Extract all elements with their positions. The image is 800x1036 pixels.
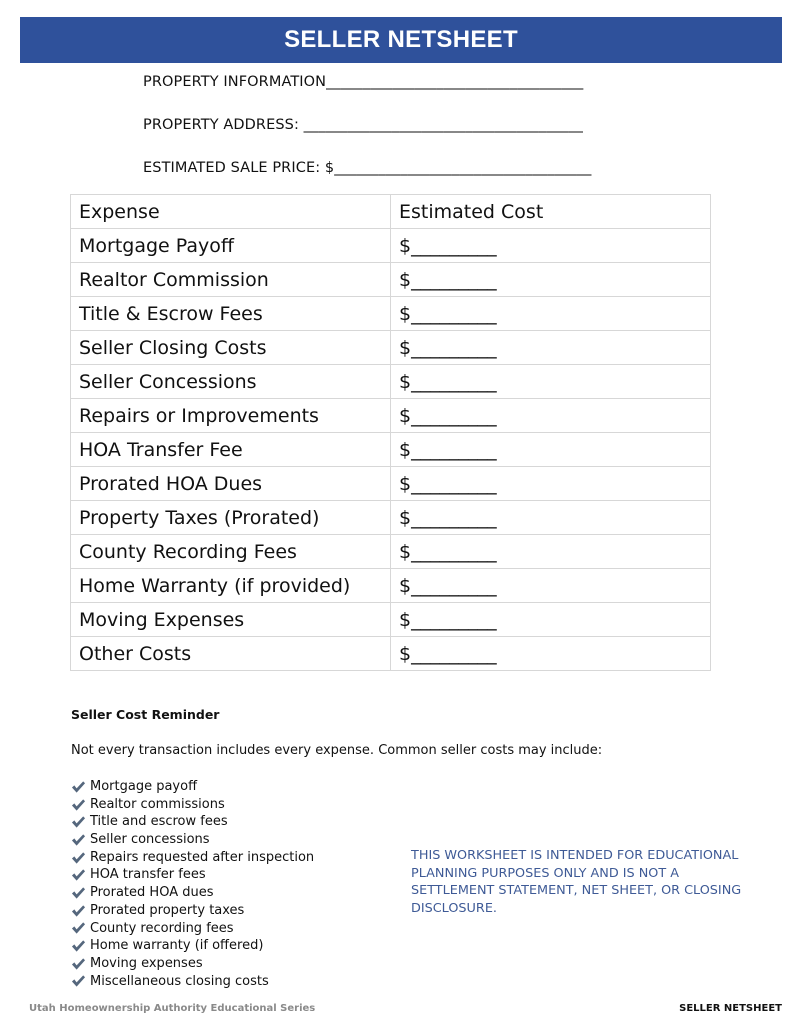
footer-series-name: Utah Homeownership Authority Educational Series bbox=[29, 1003, 316, 1014]
header-banner bbox=[20, 17, 782, 63]
list-item-label: Miscellaneous closing costs bbox=[90, 973, 269, 989]
list-item bbox=[71, 849, 314, 867]
table-row bbox=[71, 399, 711, 433]
list-item bbox=[71, 955, 314, 973]
check-icon bbox=[71, 904, 86, 918]
reminder-intro: Not every transaction includes every expense. Common seller costs may include: bbox=[71, 743, 603, 758]
list-item-label: Mortgage payoff bbox=[90, 779, 198, 794]
table-row bbox=[71, 229, 711, 263]
list-item-label: Title and escrow fees bbox=[90, 814, 228, 830]
expense-name: Mortgage Payoff bbox=[71, 229, 391, 263]
estimated-cost-blank: $_________ bbox=[391, 365, 711, 399]
check-icon bbox=[71, 939, 86, 953]
list-item bbox=[71, 813, 314, 831]
list-item bbox=[71, 973, 314, 991]
check-icon bbox=[71, 798, 86, 812]
list-item bbox=[71, 902, 314, 920]
check-icon bbox=[71, 851, 86, 865]
table-header-row bbox=[71, 195, 711, 229]
list-item bbox=[71, 920, 314, 938]
list-item-label: County recording fees bbox=[90, 920, 234, 936]
estimated-cost-blank: $_________ bbox=[391, 263, 711, 297]
check-icon bbox=[71, 921, 86, 935]
estimated-cost-blank: $_________ bbox=[391, 399, 711, 433]
check-icon bbox=[71, 833, 86, 847]
expense-name: Realtor Commission bbox=[71, 263, 391, 297]
table-row bbox=[71, 365, 711, 399]
expense-name: Other Costs bbox=[71, 637, 391, 671]
table-row bbox=[71, 501, 711, 535]
list-item bbox=[71, 831, 314, 849]
table-row bbox=[71, 297, 711, 331]
list-item bbox=[71, 866, 314, 884]
list-item-label: Prorated property taxes bbox=[90, 902, 245, 918]
list-item-label: Repairs requested after inspection bbox=[90, 849, 315, 865]
check-icon bbox=[71, 868, 86, 882]
list-item-label: Home warranty (if offered) bbox=[90, 938, 264, 954]
list-item-label: Moving expenses bbox=[90, 955, 203, 971]
property-address-field: PROPERTY ADDRESS: ______________________________________ bbox=[143, 117, 583, 133]
expense-name: County Recording Fees bbox=[71, 535, 391, 569]
table-row bbox=[71, 569, 711, 603]
expense-name: Seller Closing Costs bbox=[71, 331, 391, 365]
check-icon bbox=[71, 974, 86, 988]
table-row bbox=[71, 637, 711, 671]
footer-document-title: SELLER NETSHEET bbox=[679, 1003, 782, 1014]
reminder-checklist bbox=[71, 778, 314, 990]
estimated-sale-price-field: ESTIMATED SALE PRICE: $___________________________________ bbox=[143, 160, 592, 176]
reminder-title: Seller Cost Reminder bbox=[71, 707, 220, 722]
estimated-cost-blank: $_________ bbox=[391, 637, 711, 671]
list-item bbox=[71, 884, 314, 902]
table-row bbox=[71, 433, 711, 467]
expense-name: Repairs or Improvements bbox=[71, 399, 391, 433]
table-row bbox=[71, 603, 711, 637]
check-icon bbox=[71, 815, 86, 829]
table-row bbox=[71, 263, 711, 297]
table-row bbox=[71, 331, 711, 365]
table-row bbox=[71, 535, 711, 569]
estimated-cost-blank: $_________ bbox=[391, 331, 711, 365]
estimated-cost-blank: $_________ bbox=[391, 433, 711, 467]
disclaimer-text: THIS WORKSHEET IS INTENDED FOR EDUCATIONAL PLANNING PURPOSES ONLY AND IS NOT A SETTLEMENT STATEMENT, NET SHEET, OR CLOSING DISCLOSURE. bbox=[411, 848, 742, 916]
list-item-label: Realtor commissions bbox=[90, 796, 225, 812]
expense-name: Moving Expenses bbox=[71, 603, 391, 637]
estimated-cost-blank: $_________ bbox=[391, 603, 711, 637]
list-item-label: Prorated HOA dues bbox=[90, 885, 214, 901]
check-icon bbox=[71, 957, 86, 971]
check-icon bbox=[71, 780, 86, 794]
estimated-cost-blank: $_________ bbox=[391, 467, 711, 501]
table-row bbox=[71, 467, 711, 501]
list-item-label: Seller concessions bbox=[90, 832, 210, 848]
list-item bbox=[71, 937, 314, 955]
list-item bbox=[71, 778, 314, 796]
column-header-expense: Expense bbox=[71, 195, 391, 229]
page-title: SELLER NETSHEET bbox=[284, 26, 518, 53]
estimated-cost-blank: $_________ bbox=[391, 297, 711, 331]
expense-table bbox=[70, 194, 711, 671]
property-information-field: PROPERTY INFORMATION___________________________________ bbox=[143, 74, 584, 90]
list-item bbox=[71, 796, 314, 814]
expense-name: HOA Transfer Fee bbox=[71, 433, 391, 467]
list-item-label: HOA transfer fees bbox=[90, 867, 206, 883]
estimated-cost-blank: $_________ bbox=[391, 569, 711, 603]
expense-name: Property Taxes (Prorated) bbox=[71, 501, 391, 535]
estimated-cost-blank: $_________ bbox=[391, 501, 711, 535]
column-header-estimated-cost: Estimated Cost bbox=[391, 195, 711, 229]
check-icon bbox=[71, 886, 86, 900]
estimated-cost-blank: $_________ bbox=[391, 229, 711, 263]
expense-name: Title & Escrow Fees bbox=[71, 297, 391, 331]
expense-name: Seller Concessions bbox=[71, 365, 391, 399]
expense-name: Prorated HOA Dues bbox=[71, 467, 391, 501]
estimated-cost-blank: $_________ bbox=[391, 535, 711, 569]
expense-name: Home Warranty (if provided) bbox=[71, 569, 391, 603]
